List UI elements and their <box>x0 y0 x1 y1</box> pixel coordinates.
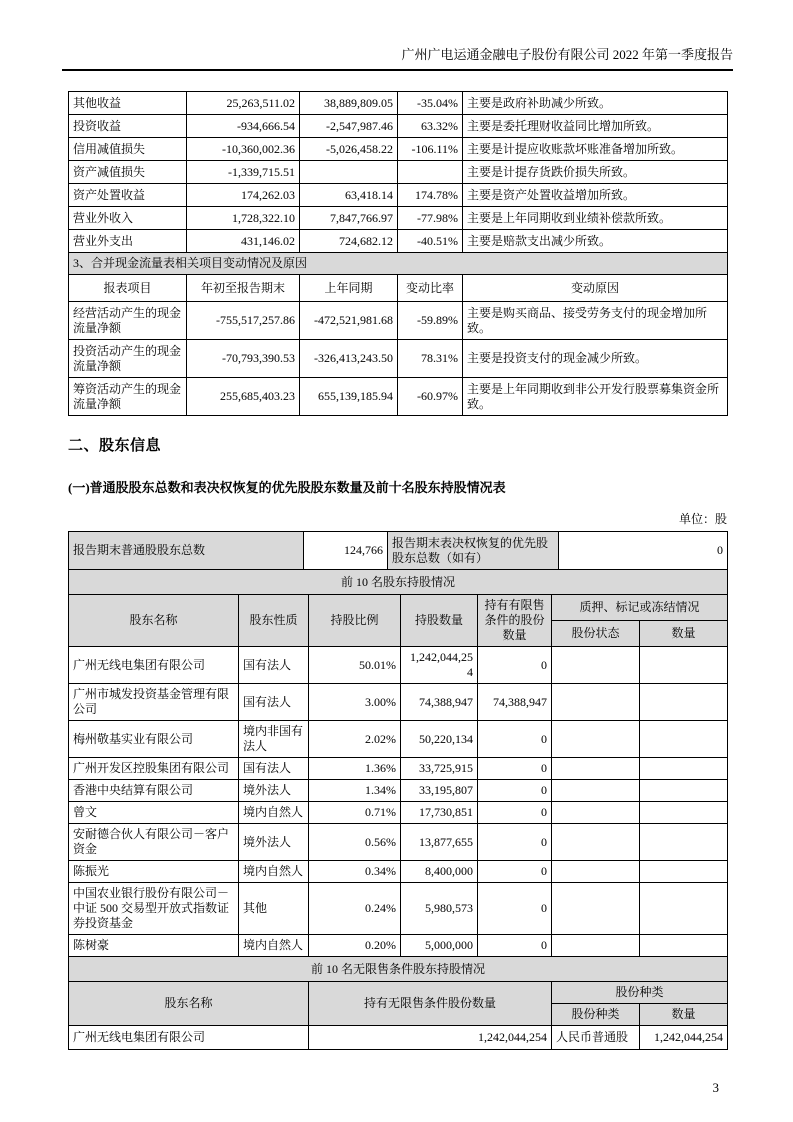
col-header-shareholder-name: 股东名称 <box>69 595 239 647</box>
holding-ratio-cell: 1.34% <box>309 780 401 802</box>
holding-ratio-cell: 1.36% <box>309 758 401 780</box>
shareholder-name-cell: 中国农业银行股份有限公司－中证 500 交易型开放式指数证券投资基金 <box>69 883 239 935</box>
section-heading-shareholder-info: 二、股东信息 <box>68 438 162 454</box>
col-header-restricted-qty: 持有有限售条件的股份数量 <box>478 595 552 647</box>
shareholder-summary-table <box>68 531 728 570</box>
holding-qty-cell: 13,877,655 <box>401 824 478 861</box>
shareholder-row <box>69 721 728 758</box>
pledge-qty-cell <box>640 861 728 883</box>
change-row <box>69 92 728 115</box>
item-name-cell: 资产处置收益 <box>69 184 187 207</box>
current-value-cell: -10,360,002.36 <box>187 138 300 161</box>
holding-qty-cell: 8,400,000 <box>401 861 478 883</box>
pledge-qty-cell <box>640 802 728 824</box>
col-header-reason: 变动原因 <box>463 275 728 302</box>
shareholder-nature-cell: 国有法人 <box>239 647 309 684</box>
pledge-qty-cell <box>640 684 728 721</box>
holding-ratio-cell: 50.01% <box>309 647 401 684</box>
col-header-share-class-qty: 数量 <box>640 1004 728 1026</box>
shareholder-nature-cell: 境外法人 <box>239 824 309 861</box>
holding-qty-cell: 17,730,851 <box>401 802 478 824</box>
prior-value-cell <box>300 161 398 184</box>
ratio-cell: -35.04% <box>398 92 463 115</box>
share-class-cell: 人民币普通股 <box>552 1026 640 1050</box>
subsection-heading-top10: (一)普通股股东总数和表决权恢复的优先股股东数量及前十名股东持股情况表 <box>68 480 506 495</box>
item-name-cell: 营业外收入 <box>69 207 187 230</box>
col-header-pledge-status: 股份状态 <box>552 621 640 647</box>
item-name-cell: 投资活动产生的现金流量净额 <box>69 340 187 378</box>
cashflow-section-title: 3、合并现金流量表相关项目变动情况及原因 <box>69 253 728 275</box>
prior-value-cell: 63,418.14 <box>300 184 398 207</box>
unrestricted-qty-cell: 1,242,044,254 <box>309 1026 552 1050</box>
top10-shareholders-table <box>68 569 728 957</box>
shareholder-name-cell: 梅州敬基实业有限公司 <box>69 721 239 758</box>
shareholder-nature-cell: 境内自然人 <box>239 802 309 824</box>
reason-cell: 主要是资产处置收益增加所致。 <box>463 184 728 207</box>
pledge-status-cell <box>552 684 640 721</box>
pledge-status-cell <box>552 758 640 780</box>
holding-qty-cell: 5,000,000 <box>401 935 478 957</box>
col-header-pledge-group: 质押、标记或冻结情况 <box>552 595 728 621</box>
col-header-prior: 上年同期 <box>300 275 398 302</box>
pledge-qty-cell <box>640 780 728 802</box>
shareholder-name-cell: 曾文 <box>69 802 239 824</box>
shareholder-row <box>69 824 728 861</box>
restricted-qty-cell: 0 <box>478 861 552 883</box>
restricted-qty-cell: 0 <box>478 824 552 861</box>
shareholder-nature-cell: 其他 <box>239 883 309 935</box>
col-header-shareholder-nature: 股东性质 <box>239 595 309 647</box>
pledge-qty-cell <box>640 883 728 935</box>
shareholder-row <box>69 861 728 883</box>
shareholder-row <box>69 758 728 780</box>
holding-qty-cell: 33,725,915 <box>401 758 478 780</box>
pledge-qty-cell <box>640 758 728 780</box>
restricted-qty-cell: 0 <box>478 758 552 780</box>
top10-title: 前 10 名股东持股情况 <box>69 570 728 595</box>
unit-label: 单位：股 <box>678 512 727 526</box>
holding-qty-cell: 33,195,807 <box>401 780 478 802</box>
ratio-cell: -59.89% <box>398 302 463 340</box>
pledge-status-cell <box>552 861 640 883</box>
col-header-ratio: 变动比率 <box>398 275 463 302</box>
holding-ratio-cell: 3.00% <box>309 684 401 721</box>
page-number: 3 <box>712 1080 719 1095</box>
ratio-cell: 63.32% <box>398 115 463 138</box>
reason-cell: 主要是上年同期收到非公开发行股票募集资金所致。 <box>463 378 728 416</box>
shareholder-nature-cell: 国有法人 <box>239 684 309 721</box>
cashflow-row <box>69 378 728 416</box>
prior-value-cell: -5,026,458.22 <box>300 138 398 161</box>
current-value-cell: 431,146.02 <box>187 230 300 253</box>
shareholder-row <box>69 780 728 802</box>
shareholder-nature-cell: 境内自然人 <box>239 861 309 883</box>
unrestricted-header-row-1 <box>69 982 728 1004</box>
current-value-cell: 174,262.03 <box>187 184 300 207</box>
ratio-cell: -40.51% <box>398 230 463 253</box>
change-row <box>69 115 728 138</box>
shareholder-name-cell: 广州无线电集团有限公司 <box>69 647 239 684</box>
unrestricted-shareholder-row <box>69 1026 728 1050</box>
page-content <box>68 91 727 1050</box>
change-row <box>69 161 728 184</box>
reason-cell: 主要是购买商品、接受劳务支付的现金增加所致。 <box>463 302 728 340</box>
ordinary-shareholders-label: 报告期末普通股股东总数 <box>69 532 304 570</box>
unrestricted-title: 前 10 名无限售条件股东持股情况 <box>69 957 728 982</box>
holding-ratio-cell: 0.56% <box>309 824 401 861</box>
report-title: 广州广电运通金融电子股份有限公司 2022 年第一季度报告 <box>401 47 733 62</box>
holding-ratio-cell: 0.34% <box>309 861 401 883</box>
prior-value-cell: -2,547,987.46 <box>300 115 398 138</box>
pledge-status-cell <box>552 802 640 824</box>
preferred-shareholders-label: 报告期末表决权恢复的优先股股东总数（如有） <box>388 532 559 570</box>
ratio-cell: -106.11% <box>398 138 463 161</box>
pledge-qty-cell <box>640 721 728 758</box>
shareholder-name-cell: 广州市城发投资基金管理有限公司 <box>69 684 239 721</box>
holding-qty-cell: 1,242,044,254 <box>401 647 478 684</box>
col-header-unrestricted-qty: 持有无限售条件股份数量 <box>309 982 552 1026</box>
prior-value-cell: -326,413,243.50 <box>300 340 398 378</box>
current-value-cell: 255,685,403.23 <box>187 378 300 416</box>
preferred-shareholders-value: 0 <box>559 532 728 570</box>
holding-ratio-cell: 0.71% <box>309 802 401 824</box>
ordinary-shareholders-value: 124,766 <box>304 532 388 570</box>
restricted-qty-cell: 74,388,947 <box>478 684 552 721</box>
prior-value-cell: 7,847,766.97 <box>300 207 398 230</box>
cashflow-header-row <box>69 275 728 302</box>
top10-header-row-1 <box>69 595 728 621</box>
shareholder-nature-cell: 国有法人 <box>239 758 309 780</box>
current-value-cell: -70,793,390.53 <box>187 340 300 378</box>
holding-qty-cell: 74,388,947 <box>401 684 478 721</box>
holding-ratio-cell: 0.24% <box>309 883 401 935</box>
shareholder-nature-cell: 境内非国有法人 <box>239 721 309 758</box>
cashflow-row <box>69 340 728 378</box>
item-name-cell: 资产减值损失 <box>69 161 187 184</box>
change-row <box>69 207 728 230</box>
restricted-qty-cell: 0 <box>478 780 552 802</box>
reason-cell: 主要是上年同期收到业绩补偿款所致。 <box>463 207 728 230</box>
item-name-cell: 经营活动产生的现金流量净额 <box>69 302 187 340</box>
reason-cell: 主要是委托理财收益同比增加所致。 <box>463 115 728 138</box>
ratio-cell: 174.78% <box>398 184 463 207</box>
reason-cell: 主要是政府补助减少所致。 <box>463 92 728 115</box>
change-row <box>69 184 728 207</box>
col-header-pledge-qty: 数量 <box>640 621 728 647</box>
restricted-qty-cell: 0 <box>478 883 552 935</box>
holding-qty-cell: 50,220,134 <box>401 721 478 758</box>
shareholder-summary-row <box>69 532 728 570</box>
prior-value-cell: 724,682.12 <box>300 230 398 253</box>
shareholder-name-cell: 陈振光 <box>69 861 239 883</box>
col-header-holding-ratio: 持股比例 <box>309 595 401 647</box>
shareholder-name-cell: 香港中央结算有限公司 <box>69 780 239 802</box>
item-name-cell: 营业外支出 <box>69 230 187 253</box>
current-value-cell: -755,517,257.86 <box>187 302 300 340</box>
unrestricted-shareholders-table <box>68 956 728 1050</box>
share-class-qty-cell: 1,242,044,254 <box>640 1026 728 1050</box>
shareholder-name-cell: 安耐德合伙人有限公司－客户资金 <box>69 824 239 861</box>
col-header-share-class-group: 股份种类 <box>552 982 728 1004</box>
col-header-holding-qty: 持股数量 <box>401 595 478 647</box>
change-row <box>69 138 728 161</box>
pledge-qty-cell <box>640 824 728 861</box>
restricted-qty-cell: 0 <box>478 935 552 957</box>
pledge-qty-cell <box>640 647 728 684</box>
reason-cell: 主要是计提应收账款坏账准备增加所致。 <box>463 138 728 161</box>
ratio-cell: 78.31% <box>398 340 463 378</box>
item-name-cell: 信用减值损失 <box>69 138 187 161</box>
cashflow-section-title-row <box>69 253 728 275</box>
reason-cell: 主要是赔款支出减少所致。 <box>463 230 728 253</box>
reason-cell: 主要是投资支付的现金减少所致。 <box>463 340 728 378</box>
shareholder-name-cell: 陈树豪 <box>69 935 239 957</box>
shareholder-name-cell: 广州开发区控股集团有限公司 <box>69 758 239 780</box>
shareholder-nature-cell: 境外法人 <box>239 780 309 802</box>
shareholder-row <box>69 684 728 721</box>
col-header-shareholder-name: 股东名称 <box>69 982 309 1026</box>
pledge-status-cell <box>552 780 640 802</box>
shareholder-row <box>69 883 728 935</box>
current-value-cell: -1,339,715.51 <box>187 161 300 184</box>
items-change-table <box>68 91 728 416</box>
restricted-qty-cell: 0 <box>478 802 552 824</box>
item-name-cell: 其他收益 <box>69 92 187 115</box>
col-header-item: 报表项目 <box>69 275 187 302</box>
item-name-cell: 筹资活动产生的现金流量净额 <box>69 378 187 416</box>
pledge-status-cell <box>552 721 640 758</box>
ratio-cell: -60.97% <box>398 378 463 416</box>
ratio-cell: -77.98% <box>398 207 463 230</box>
current-value-cell: 25,263,511.02 <box>187 92 300 115</box>
holding-ratio-cell: 2.02% <box>309 721 401 758</box>
shareholder-row <box>69 647 728 684</box>
top10-title-row <box>69 570 728 595</box>
reason-cell: 主要是计提存货跌价损失所致。 <box>463 161 728 184</box>
prior-value-cell: 655,139,185.94 <box>300 378 398 416</box>
current-value-cell: 1,728,322.10 <box>187 207 300 230</box>
pledge-status-cell <box>552 935 640 957</box>
change-row <box>69 230 728 253</box>
cashflow-row <box>69 302 728 340</box>
current-value-cell: -934,666.54 <box>187 115 300 138</box>
page-header <box>62 44 733 71</box>
pledge-status-cell <box>552 883 640 935</box>
unrestricted-title-row <box>69 957 728 982</box>
holding-ratio-cell: 0.20% <box>309 935 401 957</box>
pledge-qty-cell <box>640 935 728 957</box>
col-header-share-class: 股份种类 <box>552 1004 640 1026</box>
restricted-qty-cell: 0 <box>478 721 552 758</box>
shareholder-row <box>69 935 728 957</box>
shareholder-nature-cell: 境内自然人 <box>239 935 309 957</box>
col-header-current: 年初至报告期末 <box>187 275 300 302</box>
shareholder-row <box>69 802 728 824</box>
pledge-status-cell <box>552 824 640 861</box>
restricted-qty-cell: 0 <box>478 647 552 684</box>
pledge-status-cell <box>552 647 640 684</box>
ratio-cell <box>398 161 463 184</box>
holding-qty-cell: 5,980,573 <box>401 883 478 935</box>
item-name-cell: 投资收益 <box>69 115 187 138</box>
prior-value-cell: 38,889,809.05 <box>300 92 398 115</box>
prior-value-cell: -472,521,981.68 <box>300 302 398 340</box>
shareholder-name-cell: 广州无线电集团有限公司 <box>69 1026 309 1050</box>
